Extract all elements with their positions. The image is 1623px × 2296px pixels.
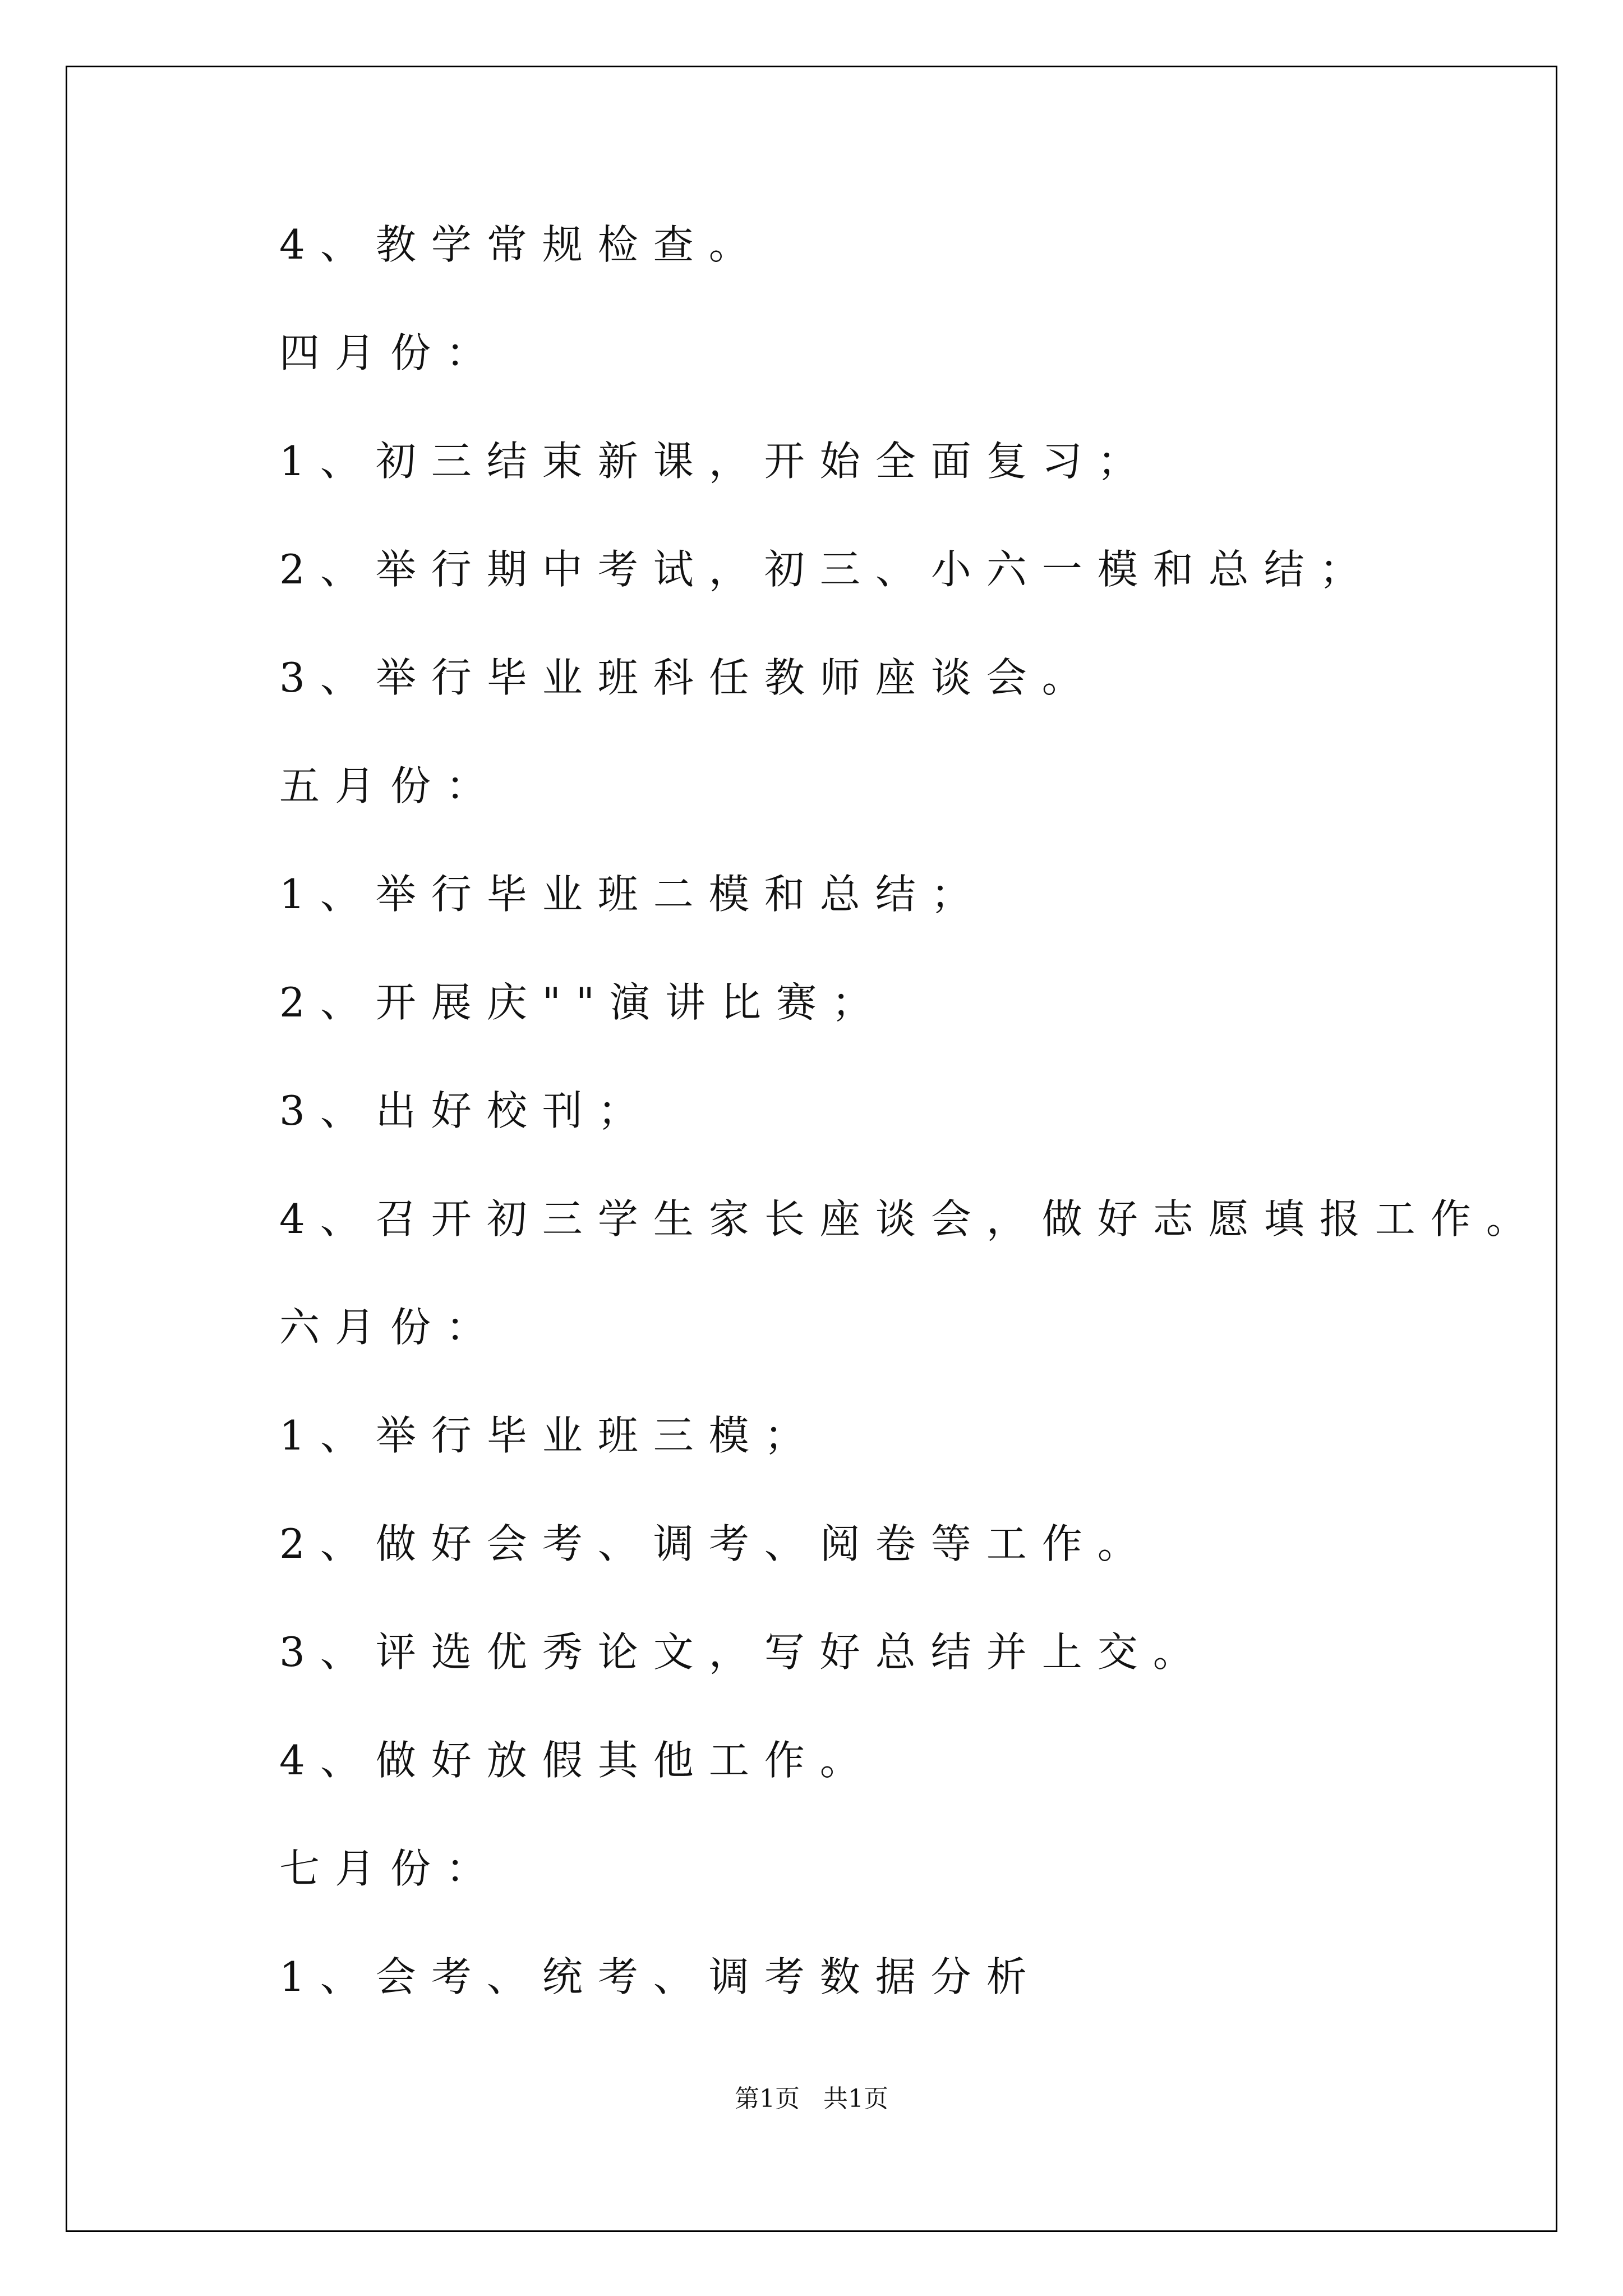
- list-item: 3、举行毕业班科任教师座谈会。: [279, 654, 1098, 701]
- list-item: 2、举行期中考试，初三、小六一模和总结；: [279, 546, 1375, 593]
- list-item: 4、做好放假其他工作。: [279, 1737, 875, 1784]
- list-item: 3、出好校刊；: [279, 1087, 653, 1134]
- list-item: 3、评选优秀论文，写好总结并上交。: [279, 1628, 1209, 1676]
- document-body: [279, 221, 1542, 2065]
- month-heading: 四月份：: [279, 329, 502, 376]
- list-item: 4、教学常规检查。: [279, 221, 764, 268]
- month-heading: 六月份：: [279, 1304, 502, 1351]
- page-footer: 第1页 共1页: [735, 2085, 888, 2113]
- list-item: 4、召开初三学生家长座谈会，做好志愿填报工作。: [279, 1195, 1542, 1243]
- list-item: 1、会考、统考、调考数据分析: [279, 1953, 1042, 2000]
- list-item: 1、举行毕业班二模和总结；: [279, 871, 986, 918]
- list-item: 2、开展庆""演讲比赛；: [279, 979, 888, 1026]
- list-item: 2、做好会考、调考、阅卷等工作。: [279, 1520, 1153, 1567]
- month-heading: 五月份：: [279, 762, 502, 809]
- list-item: 1、初三结束新课，开始全面复习；: [279, 438, 1153, 485]
- list-item: 1、举行毕业班三模；: [279, 1412, 820, 1459]
- month-heading: 七月份：: [279, 1845, 502, 1892]
